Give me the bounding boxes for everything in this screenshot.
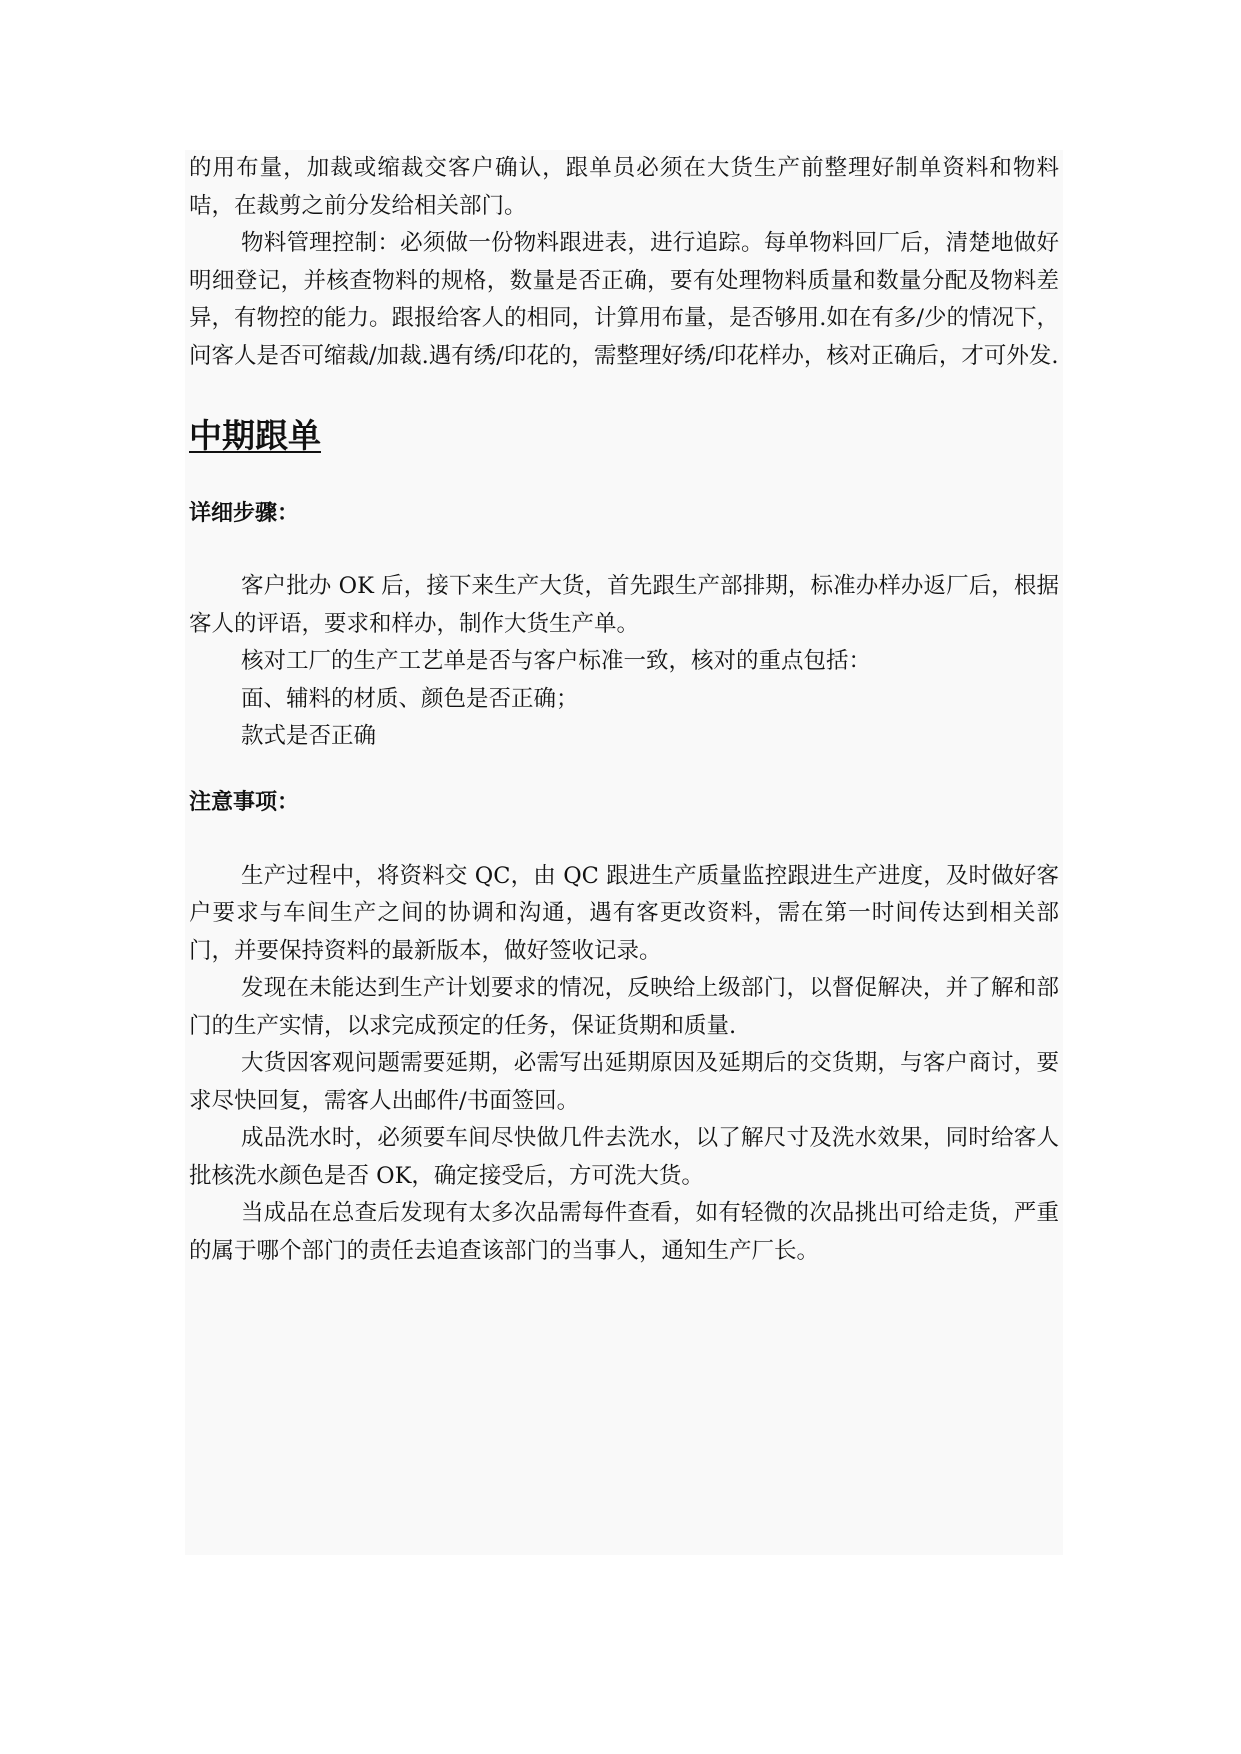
steps-paragraph: 核对工厂的生产工艺单是否与客户标准一致，核对的重点包括：	[241, 648, 872, 674]
steps-paragraph: 款式是否正确	[241, 723, 377, 749]
steps-heading: 详细步骤：	[189, 501, 300, 526]
notes-heading: 注意事项：	[189, 789, 300, 815]
notes-paragraph: 大货因客观问题需要延期，必需写出延期原因及延期后的交货期，与客户商讨，要求尽快回复，需客人出邮件/书面签回。	[189, 1050, 1059, 1114]
material-control-paragraph: 物料管理控制：必须做一份物料跟进表，进行追踪。每单物料回厂后，清楚地做好明细登记，并核查物料的规格，数量是否正确，要有处理物料质量和数量分配及物料差异，有物控的能力。跟报给客人的相同，计算用布量，是否够用.如在有多/少的情况下，问客人是否可缩裁/加裁.遇有绣/印花的，需整理好绣/印花样办，核对正确后，才可外发.	[189, 230, 1060, 369]
notes-paragraph: 发现在未能达到生产计划要求的情况，反映给上级部门，以督促解决，并了解和部门的生产实情，以求完成预定的任务，保证货期和质量.	[189, 975, 1059, 1039]
notes-paragraph: 成品洗水时，必须要车间尽快做几件去洗水，以了解尺寸及洗水效果，同时给客人批核洗水颜色是否 OK，确定接受后，方可洗大货。	[189, 1125, 1059, 1189]
continuation-paragraph: 的用布量，加裁或缩裁交客户确认，跟单员必须在大货生产前整理好制单资料和物料咭，在裁剪之前分发给相关部门。	[189, 155, 1059, 219]
document-body	[189, 150, 1059, 1270]
notes-paragraph: 生产过程中，将资料交 QC，由 QC 跟进生产质量监控跟进生产进度，及时做好客户要求与车间生产之间的协调和沟通，遇有客更改资料，需在第一时间传达到相关部门，并要保持资料的最新版本，做好签收记录。	[189, 862, 1059, 964]
section-title: 中期跟单	[189, 416, 321, 455]
steps-paragraph: 面、辅料的材质、颜色是否正确；	[241, 685, 579, 712]
steps-paragraph: 客户批办 OK 后，接下来生产大货，首先跟生产部排期，标准办样办返厂后，根据客人的评语，要求和样办，制作大货生产单。	[189, 573, 1059, 637]
notes-paragraph: 当成品在总查后发现有太多次品需每件查看，如有轻微的次品挑出可给走货，严重的属于哪个部门的责任去追查该部门的当事人，通知生产厂长。	[189, 1200, 1059, 1264]
